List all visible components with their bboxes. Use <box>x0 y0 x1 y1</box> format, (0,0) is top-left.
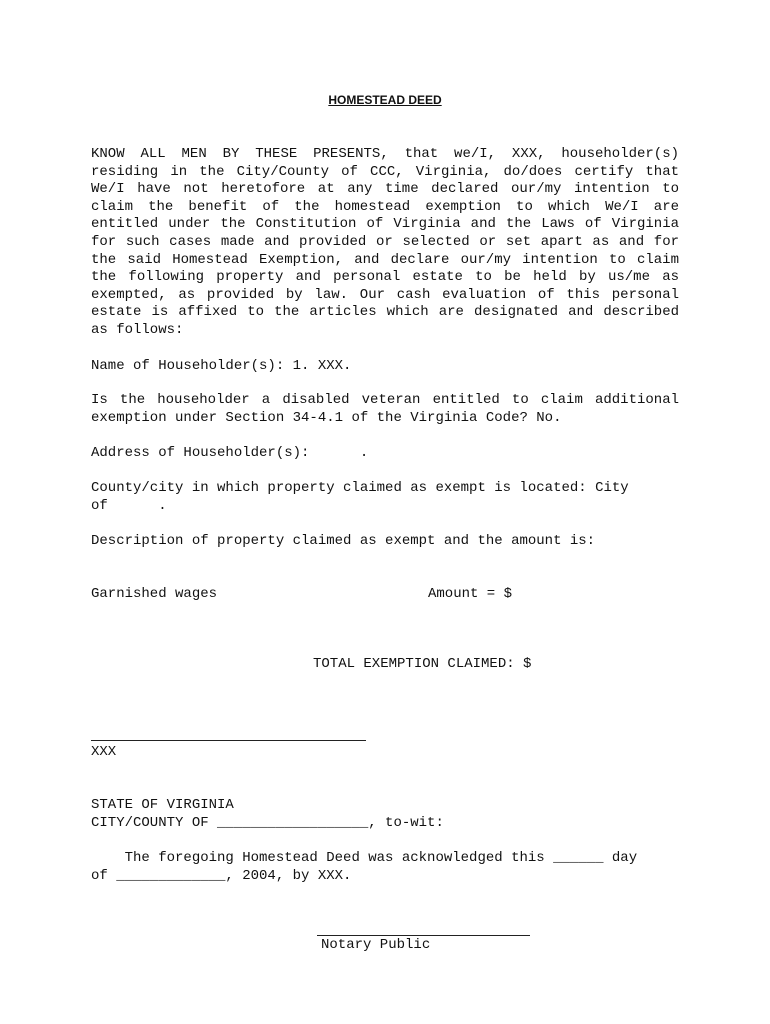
signer-name: XXX <box>91 744 117 760</box>
notary-signature-line <box>317 935 530 936</box>
description-heading: Description of property claimed as exempt and the amount is: <box>91 533 596 549</box>
acknowledgment-line-1: The foregoing Homestead Deed was acknowledged this ______ day <box>91 850 638 866</box>
county-line-1: County/city in which property claimed as exempt is located: City <box>91 480 629 496</box>
state-heading: STATE OF VIRGINIA <box>91 797 234 813</box>
veteran-question: Is the householder a disabled veteran entitled to claim additional exemption under Section 34-4.1 of the Virginia Code? No. <box>91 392 679 426</box>
total-exemption: TOTAL EXEMPTION CLAIMED: $ <box>313 656 532 672</box>
amount-label: Amount = $ <box>428 586 513 602</box>
document-title: HOMESTEAD DEED <box>328 93 442 107</box>
city-county-line: CITY/COUNTY OF __________________, to-wit: <box>91 815 444 831</box>
garnished-wages-label: Garnished wages <box>91 586 218 602</box>
notary-label: Notary Public <box>321 937 431 953</box>
acknowledgment-line-2: of _____________, 2004, by XXX. <box>91 868 352 884</box>
signature-line <box>91 740 366 741</box>
householder-address: Address of Householder(s): . <box>91 445 369 461</box>
householder-name: Name of Householder(s): 1. XXX. <box>91 358 352 374</box>
intro-paragraph: KNOW ALL MEN BY THESE PRESENTS, that we/I, XXX, householder(s) residing in the City/County of CCC, Virginia, do/does certify that We/I have not heretofore at any time declared our/my intention to claim the benefit of the homestead exemption to which We/I are entitled under the Constitution of Virginia and the Laws of Virginia for such cases made and provided or selected or set apart as and for the said Homestead Exemption, and declare our/my intention to claim the following property and personal estate to be held by us/me as exempted, as provided by law. Our cash evaluation of this personal estate is affixed to the articles which are designated and described as follows: <box>91 146 679 338</box>
county-line-2: of . <box>91 498 167 514</box>
